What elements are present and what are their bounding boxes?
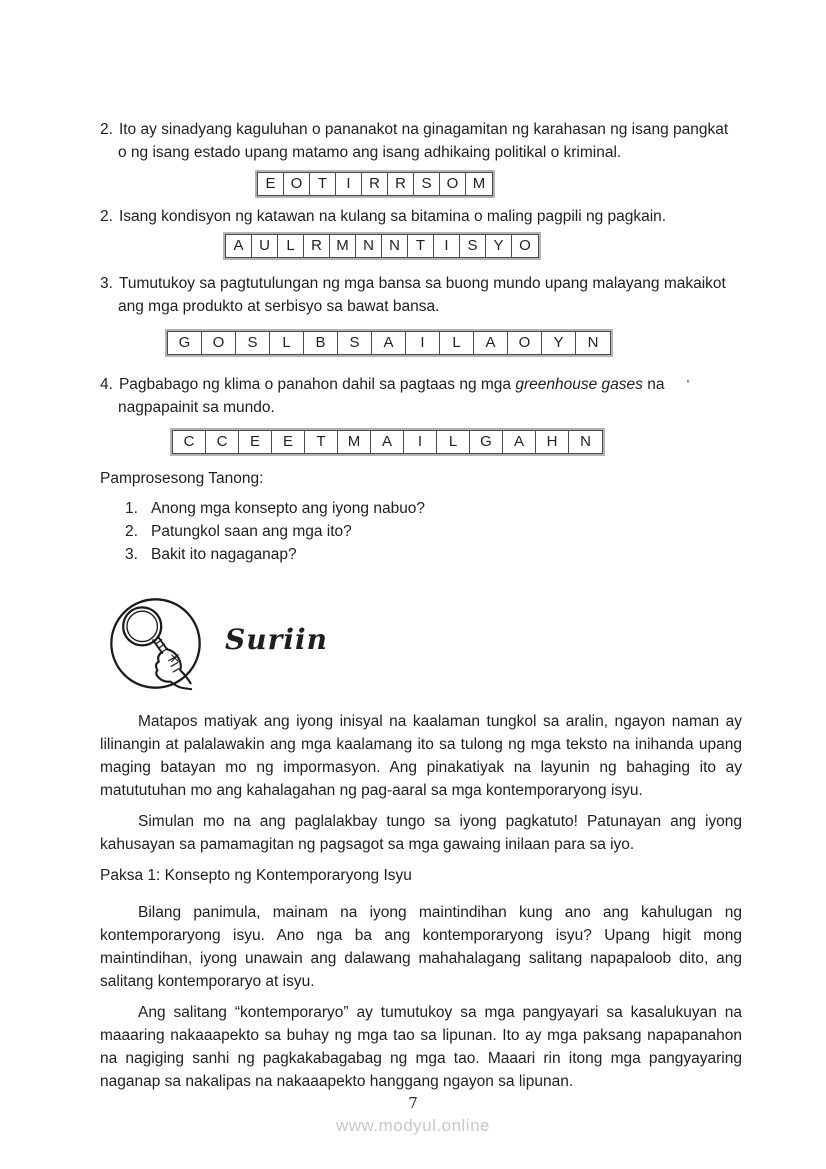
puzzle-item-text-line: 2. Ito ay sinadyang kaguluhan o pananakot na ginagamitan ng karahasan ng isang pangkat — [100, 118, 742, 141]
question-text: Bakit ito nagaganap? — [151, 546, 297, 563]
letter-cell: O — [284, 173, 310, 195]
letter-cell: I — [434, 235, 460, 257]
letter-cell: M — [330, 235, 356, 257]
puzzle-item — [100, 118, 742, 196]
stray-quote-mark: ‘ — [686, 376, 690, 392]
question-number: 3. — [125, 546, 138, 563]
letter-cell: S — [460, 235, 486, 257]
topic-heading: Paksa 1: Konsepto ng Kontemporaryong Isyu — [100, 867, 412, 884]
letter-cell: N — [580, 433, 591, 450]
letter-cell: R — [362, 173, 388, 195]
letter-cell: Y — [542, 332, 576, 354]
puzzle-item-number: 2. — [100, 208, 113, 225]
page-number: 7 — [408, 1094, 418, 1112]
letter-cell: O — [440, 173, 466, 195]
puzzle-item-text-line: o ng isang estado upang matamo ang isang adhikaing politikal o kriminal. — [118, 144, 622, 161]
letter-cell: C — [206, 431, 239, 453]
letter-cell: R — [388, 173, 414, 195]
letter-cell: S — [414, 173, 440, 195]
scrambled-letter-box — [167, 331, 611, 355]
letter-cell: T — [310, 173, 336, 195]
process-questions-heading: Pamprosesong Tanong: — [100, 470, 264, 487]
letter-cell: I — [336, 173, 362, 195]
letter-cell: S — [236, 332, 270, 354]
puzzle-item — [100, 205, 742, 258]
letter-cell: E — [272, 431, 305, 453]
paragraph-3: Bilang panimula, mainam na iyong maintindihan kung ano ang kahulugan ng kontemporaryong isyu. Ano nga ba ang kontemporaryong isyu? Upang higit mong maintindihan, iyong unawain ang dalawang mahahalagang salitang napapaloob dito, ang salitang kontemporaryo at isyu. — [100, 904, 742, 990]
suriin-title: Suriin — [225, 622, 328, 656]
question-item — [125, 520, 742, 543]
puzzle-item-number: 3. — [100, 275, 113, 292]
letter-cell: U — [252, 235, 278, 257]
question-number: 1. — [125, 500, 138, 517]
puzzle-item-text-line: ang mga produkto at serbisyo sa bawat bansa. — [118, 298, 440, 315]
question-number: 2. — [125, 523, 138, 540]
letter-cell: Y — [486, 235, 512, 257]
question-item — [125, 543, 742, 566]
question-list — [100, 497, 742, 566]
puzzle-item — [100, 272, 742, 355]
letter-cell: N — [356, 235, 382, 257]
letter-cell: T — [305, 431, 338, 453]
letter-cell: A — [503, 431, 536, 453]
letter-cell: L — [278, 235, 304, 257]
suriin-banner — [108, 596, 742, 691]
letter-cell: T — [408, 235, 434, 257]
letter-cell: L — [437, 431, 470, 453]
letter-cell: R — [304, 235, 330, 257]
letter-cell: A — [474, 332, 508, 354]
letter-cell: A — [372, 332, 406, 354]
letter-cell: O — [519, 237, 531, 254]
letter-cell: I — [404, 431, 437, 453]
puzzle-item-number: 2. — [100, 121, 113, 138]
puzzle-item-text-line: 4. Pagbabago ng klima o panahon dahil sa pagtaas ng mga greenhouse gases na ‘ — [100, 373, 742, 396]
scrambled-letter-box — [257, 172, 493, 196]
letter-cell: G — [168, 332, 202, 354]
puzzle-item-text-line: 2. Isang kondisyon ng katawan na kulang sa bitamina o maling pagpili ng pagkain. — [100, 205, 742, 228]
puzzle-item — [100, 373, 742, 454]
letter-cell: B — [304, 332, 338, 354]
letter-cell: C — [173, 431, 206, 453]
letter-cell: H — [536, 431, 569, 453]
question-item — [125, 497, 742, 520]
watermark: www.modyul.online — [335, 1116, 490, 1135]
magnifying-glass-hand-icon — [108, 596, 203, 691]
puzzle-item-text-line: nagpapainit sa mundo. — [118, 399, 275, 416]
question-text: Anong mga konsepto ang iyong nabuo? — [151, 500, 426, 517]
page-content — [100, 118, 742, 1093]
paragraph-2: Simulan mo na ang paglalakbay tungo sa iyong pagkatuto! Patunayan ang iyong kahusayan sa pamamagitan ng pagsagot sa mga gawaing inilaan para sa iyo. — [100, 813, 742, 853]
paragraph-4: Ang salitang “kontemporaryo” ay tumutukoy sa mga pangyayari sa kasalukuyan na maaaring nakaaapekto sa buhay ng mga tao sa lipunan. Ito ay mga paksang napapanahon na nagiging sanhi ng pagkakabagabag ng mga tao. Maaari rin itong mga pangyayaring naganap sa nakalipas na nakaaapekto hanggang ngayon sa lipunan. — [100, 1004, 742, 1090]
letter-cell: E — [239, 431, 272, 453]
letter-cell: G — [470, 431, 503, 453]
question-text: Patungkol saan ang mga ito? — [151, 523, 352, 540]
letter-cell: M — [472, 175, 486, 192]
letter-cell: I — [406, 332, 440, 354]
letter-cell: O — [202, 332, 236, 354]
letter-cell: S — [338, 332, 372, 354]
letter-cell: M — [338, 431, 371, 453]
puzzle-item-number: 4. — [100, 376, 113, 393]
scrambled-letter-box — [225, 234, 539, 258]
scrambled-letter-box — [172, 430, 603, 454]
puzzle-item-text-line: 3. Tumutukoy sa pagtutulungan ng mga bansa sa buong mundo upang malayang makaikot — [100, 272, 742, 295]
puzzle-items — [100, 118, 742, 454]
letter-cell: O — [508, 332, 542, 354]
letter-cell: N — [382, 235, 408, 257]
paragraph-1: Matapos matiyak ang iyong inisyal na kaalaman tungkol sa aralin, ngayon naman ay lilinangin at palalawakin ang mga kaalamang ito sa tulong ng mga teksto na inihanda upang maging batayan mo ng impormasyon. Ang pinakatiyak na layunin ng bahaging ito ay matututuhan mo ang kahalagahan ng pag-aaral sa mga kontemporaryong isyu. — [100, 713, 742, 799]
letter-cell: A — [226, 235, 252, 257]
letter-cell: L — [440, 332, 474, 354]
letter-cell: E — [258, 173, 284, 195]
letter-cell: A — [371, 431, 404, 453]
letter-cell: N — [587, 334, 599, 351]
letter-cell: L — [270, 332, 304, 354]
